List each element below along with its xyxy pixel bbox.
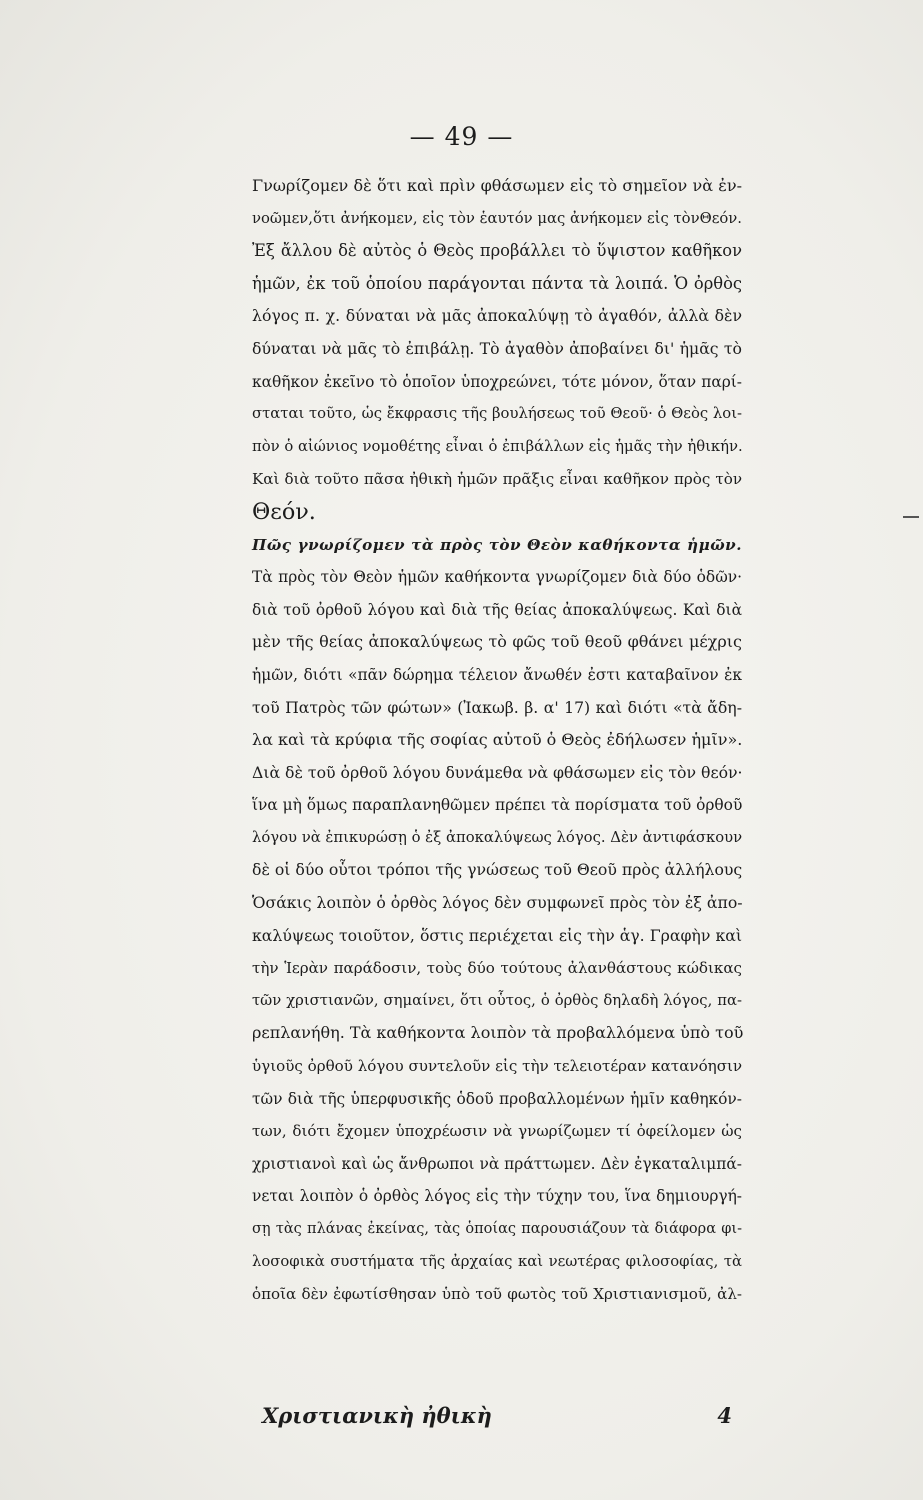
text-line: καθῆκον ἐκεῖνο τὸ ὁποῖον ὑποχρεώνει, τότε μόνον, ὅταν παρί- [252,372,742,391]
text-line: Θεόν. [252,498,316,525]
text-line: Ἐξ ἄλλου δὲ αὐτὸς ὁ Θεὸς προβάλλει τὸ ὕψιστον καθῆκον [252,241,742,261]
text-line: νοῶμεν,ὅτι ἀνήκομεν, εἰς τὸν ἑαυτόν μας ἀνήκομεν εἰς τὸνΘεόν. [252,209,742,227]
text-line: Καὶ διὰ τοῦτο πᾶσα ἠθικὴ ἡμῶν πρᾶξις εἶναι καθῆκον πρὸς τὸν [252,470,742,489]
footer-book-title: Χριστιανικὴ ἠθικὴ [262,1403,492,1428]
text-line: πὸν ὁ αἰώνιος νομοθέτης εἶναι ὁ ἐπιβάλλων εἰς ἡμᾶς τὴν ἠθικήν. [252,437,743,455]
text-line: λα καὶ τὰ κρύφια τῆς σοφίας αὐτοῦ ὁ Θεὸς ἐδήλωσεν ἡμῖν». [252,730,743,750]
text-line: τῶν χριστιανῶν, σημαίνει, ὅτι οὗτος, ὁ ὀρθὸς δηλαδὴ λόγος, πα- [252,991,742,1009]
section-heading: Πῶς γνωρίζομεν τὰ πρὸς τὸν Θεὸν καθήκοντα ἡμῶν. [252,535,742,554]
text-line: ὁποῖα δὲν ἐφωτίσθησαν ὑπὸ τοῦ φωτὸς τοῦ Χριστιανισμοῦ, ἀλ- [252,1285,742,1304]
text-line: Διὰ δὲ τοῦ ὀρθοῦ λόγου δυνάμεθα νὰ φθάσωμεν εἰς τὸν θεόν· [252,762,743,782]
text-line: τὴν Ἱερὰν παράδοσιν, τοὺς δύο τούτους ἀλανθάστους κώδικας [252,959,742,978]
text-line: λόγου νὰ ἐπικυρώσῃ ὁ ἐξ ἀποκαλύψεως λόγος. Δὲν ἀντιφάσκουν [252,828,743,846]
text-line: ἡμῶν, διότι «πᾶν δώρημα τέλειον ἄνωθέν ἐστι καταβαῖνον ἐκ [252,665,742,684]
text-line: δὲ οἱ δύο οὗτοι τρόποι τῆς γνώσεως τοῦ Θεοῦ πρὸς ἀλλήλους [252,860,743,880]
text-line: ἡμῶν, ἐκ τοῦ ὁποίου παράγονται πάντα τὰ λοιπά. Ὁ ὀρθὸς [252,273,742,293]
text-line: Ὁσάκις λοιπὸν ὁ ὀρθὸς λόγος δὲν συμφωνεῖ πρὸς τὸν ἐξ ἀπο- [252,893,743,913]
text-line: ἵνα μὴ ὅμως παραπλανηθῶμεν πρέπει τὰ πορίσματα τοῦ ὀρθοῦ [252,796,743,815]
text-line: νεται λοιπὸν ὁ ὀρθὸς λόγος εἰς τὴν τύχην του, ἵνα δημιουργή- [252,1187,742,1206]
text-line: σταται τοῦτο, ὡς ἔκφρασις τῆς βουλήσεως τοῦ Θεοῦ· ὁ Θεὸς λοι- [252,405,742,423]
text-line: των, διότι ἔχομεν ὑποχρέωσιν νὰ γνωρίζωμεν τί ὀφείλομεν ὡς [252,1122,742,1141]
text-line: χριστιανοὶ καὶ ὡς ἄνθρωποι νὰ πράττωμεν. Δὲν ἐγκαταλιμπά- [252,1154,742,1173]
text-line: σῃ τὰς πλάνας ἐκείνας, τὰς ὁποίας παρουσιάζουν τὰ διάφορα φι- [252,1221,742,1237]
text-line: ρεπλανήθη. Τὰ καθήκοντα λοιπὸν τὰ προβαλλόμενα ὑπὸ τοῦ [252,1023,744,1043]
text-line: λοσοφικὰ συστήματα τῆς ἀρχαίας καὶ νεωτέρας φιλοσοφίας, τὰ [252,1252,742,1270]
page-footer [262,1403,732,1437]
text-line: Τὰ πρὸς τὸν Θεὸν ἡμῶν καθήκοντα γνωρίζομεν διὰ δύο ὁδῶν· [252,568,742,587]
margin-mark [903,516,919,518]
text-line: δύναται νὰ μᾶς τὸ ἐπιβάλῃ. Τὸ ἀγαθὸν ἀποβαίνει δι' ἡμᾶς τὸ [252,338,742,358]
body-text [252,170,742,1311]
text-line: καλύψεως τοιοῦτον, ὅστις περιέχεται εἰς τὴν ἁγ. Γραφὴν καὶ [252,925,742,945]
text-line: διὰ τοῦ ὀρθοῦ λόγου καὶ διὰ τῆς θείας ἀποκαλύψεως. Καὶ διὰ [252,600,742,619]
text-line: τοῦ Πατρὸς τῶν φώτων» (Ἰακωβ. β. α' 17) καὶ διότι «τὰ ἄδη- [252,697,742,717]
text-line: ὑγιοῦς ὀρθοῦ λόγου συντελοῦν εἰς τὴν τελειοτέραν κατανόησιν [252,1057,743,1076]
text-line: μὲν τῆς θείας ἀποκαλύψεως τὸ φῶς τοῦ θεοῦ φθάνει μέχρις [252,632,742,652]
page-number: — 49 — [409,122,514,151]
text-line: τῶν διὰ τῆς ὑπερφυσικῆς ὁδοῦ προβαλλομένων ἡμῖν καθηκόν- [252,1089,742,1108]
footer-signature-mark: 4 [717,1403,732,1428]
text-line: λόγος π. χ. δύναται νὰ μᾶς ἀποκαλύψῃ τὸ ἀγαθόν, ἀλλὰ δὲν [252,306,742,326]
text-line: Γνωρίζομεν δὲ ὅτι καὶ πρὶν φθάσωμεν εἰς τὸ σημεῖον νὰ ἐν- [252,176,742,195]
